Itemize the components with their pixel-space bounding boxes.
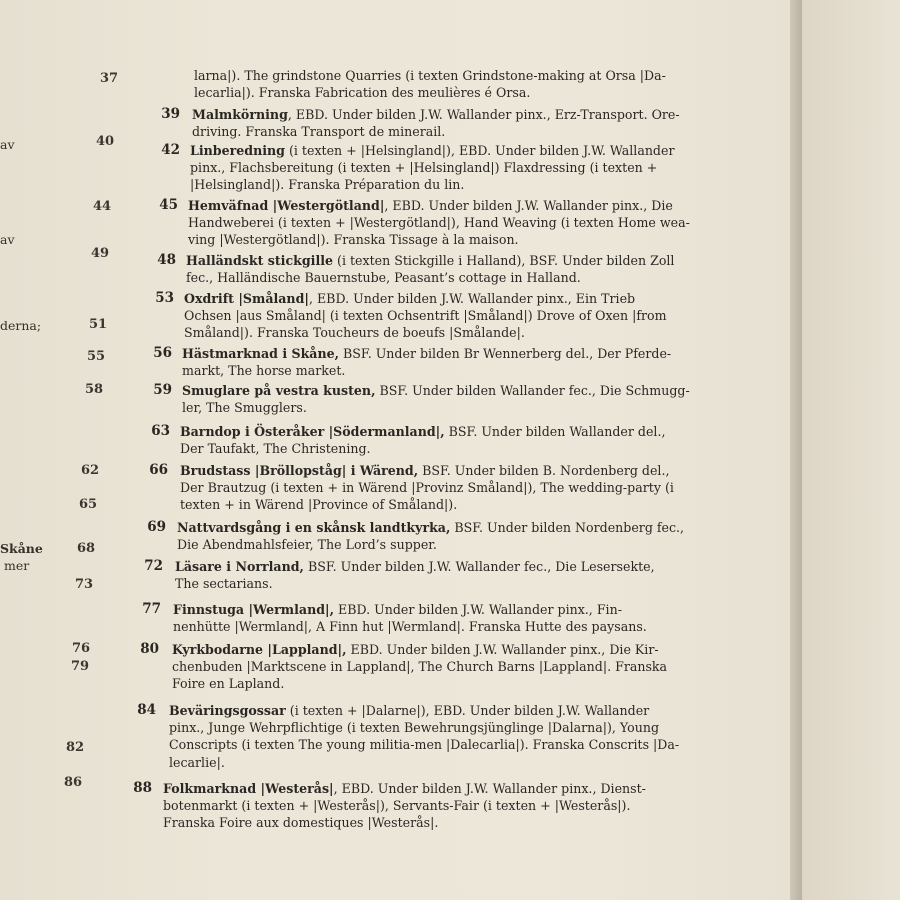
entry-line: lecarlia|). Franska Fabrication des meulières é Orsa. [194, 85, 531, 101]
entry-title: Oxdrift |Småland| [184, 291, 309, 306]
entry-number: 77 [142, 601, 161, 617]
entry-title: Läsare i Norrland, [175, 559, 304, 574]
entry-title: Malmkörning [192, 107, 288, 122]
entry-title: Smuglare på vestra kusten, [182, 383, 376, 398]
entry-line: pinx., Junge Wehrpflichtige (i texten Bewehrungsjünglinge |Dalarna|), Young [169, 720, 660, 736]
list-item [194, 67, 666, 101]
page-number: 68 [77, 541, 96, 556]
entry-line: BSF. Under bilden Wallander fec., Die Schmugg- [375, 383, 690, 398]
entry-line: Foire en Lapland. [172, 676, 285, 692]
entry-line: , EBD. Under bilden J.W. Wallander pinx., Erz-Transport. Ore- [287, 107, 680, 122]
entry-title: Beväringsgossar [169, 703, 286, 718]
entry-line: The sectarians. [175, 576, 273, 592]
page-number: 79 [71, 659, 90, 674]
entry-number: 72 [144, 558, 163, 574]
entry-line: driving. Franska Transport de minerail. [192, 124, 446, 140]
entry-line: , EBD. Under bilden J.W. Wallander pinx., Dienst- [333, 781, 646, 796]
entry-number: 69 [147, 519, 166, 535]
entry-line: Småland|). Franska Toucheurs de boeufs |Smålande|. [184, 325, 525, 341]
list-item [140, 142, 674, 194]
list-item [119, 641, 667, 693]
facing-page [802, 0, 900, 900]
margin-text: av [0, 137, 15, 152]
entry-title: Halländskt stickgille [186, 253, 334, 268]
entry-line: , EBD. Under bilden J.W. Wallander pinx., Die [384, 198, 673, 213]
entry-line: ving |Westergötland|). Franska Tissage à la maison. [188, 232, 519, 248]
list-item [132, 345, 671, 379]
page-number: 40 [96, 134, 115, 149]
entry-line: Die Abendmahlsfeier, The Lord’s supper. [177, 537, 437, 553]
entry-number: 53 [155, 290, 174, 306]
list-item [132, 382, 690, 416]
entry-line: chenbuden |Marktscene in Lappland|, The Church Barns |Lappland|. Franska [172, 659, 668, 675]
list-item [134, 290, 667, 342]
list-item [112, 780, 646, 832]
page-number: 55 [87, 349, 106, 364]
entry-title: Linberedning [190, 143, 285, 158]
entry-line: EBD. Under bilden J.W. Wallander pinx., Fin- [334, 602, 622, 617]
page-number: 86 [64, 775, 83, 790]
entry-line: BSF. Under bilden B. Nordenberg del., [418, 463, 670, 478]
page-number: 65 [79, 497, 98, 512]
entry-line: botenmarkt (i texten + |Westerås|), Servants-Fair (i texten + |Westerås|). [163, 798, 631, 814]
entry-title: Kyrkbodarne |Lappland|, [172, 642, 347, 657]
entry-number: 66 [149, 462, 168, 478]
entry-number: 48 [157, 252, 176, 268]
page-number: 82 [66, 740, 85, 755]
entry-number: 84 [137, 702, 156, 718]
entry-line: (i texten + |Dalarne|), EBD. Under bilden J.W. Wallander [285, 703, 650, 718]
entry-line: (i texten + |Helsingland|), EBD. Under bilden J.W. Wallander [284, 143, 675, 158]
page-edge [790, 0, 802, 900]
entry-line: Conscripts (i texten The young militia-men |Dalecarlia|). Franska Conscrits |Da- [169, 737, 680, 753]
entry-line: Der Taufakt, The Christening. [180, 441, 371, 457]
page-number: 44 [93, 199, 112, 214]
entry-title: Brudstass |Bröllopståg| i Wärend, [180, 463, 419, 478]
entry-line: texten + in Wärend |Province of Småland|). [180, 497, 458, 513]
entry-number: 59 [153, 382, 172, 398]
entry-number: 39 [161, 106, 180, 122]
entry-line: , EBD. Under bilden J.W. Wallander pinx., Ein Trieb [308, 291, 636, 306]
entry-line: ler, The Smugglers. [182, 400, 307, 416]
entry-line: nenhütte |Wermland|, A Finn hut |Wermland|. Franska Hutte des paysans. [173, 619, 647, 635]
list-item [128, 462, 674, 514]
page-number: 73 [75, 577, 94, 592]
entry-line: BSF. Under bilden Wallander del., [444, 424, 666, 439]
entry-line: Ochsen |aus Småland| (i texten Ochsentrift |Småland|) Drove of Oxen |from [184, 308, 667, 324]
entry-line: larna|). The grindstone Quarries (i texten Grindstone-making at Orsa |Da- [194, 68, 666, 83]
entry-line: lecarlie|. [169, 754, 225, 770]
list-item [138, 197, 690, 249]
list-item [126, 519, 684, 553]
entry-number: 88 [133, 780, 152, 796]
page-number: 51 [89, 317, 108, 332]
entry-title: Finnstuga |Wermland|, [173, 602, 334, 617]
entry-line: Franska Foire aux domestiques |Westerås|. [163, 815, 439, 831]
margin-text: av [0, 232, 15, 247]
entry-line: Der Brautzug (i texten + in Wärend |Provinz Småland|), The wedding-party (i [180, 480, 674, 496]
margin-text: Skåne [0, 541, 43, 556]
entry-line: (i texten Stickgille i Halland), BSF. Under bilden Zoll [333, 253, 675, 268]
entry-title: Barndop i Österåker |Södermanland|, [180, 424, 445, 439]
entry-line: |Helsingland|). Franska Préparation du lin. [190, 177, 465, 193]
list-item [140, 106, 680, 140]
list-item [116, 702, 679, 771]
page-number: 58 [85, 382, 104, 397]
list-item [123, 558, 655, 592]
entry-title: Nattvardsgång i en skånsk landtkyrka, [177, 520, 451, 535]
list-item [136, 252, 674, 286]
entry-number: 42 [161, 142, 180, 158]
page-number: 62 [81, 463, 100, 478]
entry-line: markt, The horse market. [182, 363, 346, 379]
page-number: 76 [72, 641, 91, 656]
entry-number: 63 [151, 423, 170, 439]
list-item [121, 601, 647, 635]
entry-number: 56 [153, 345, 172, 361]
page-number: 37 [100, 71, 119, 86]
page-number: 49 [91, 246, 110, 261]
entry-title: Hästmarknad i Skåne, [182, 346, 340, 361]
entry-title: Hemväfnad |Westergötland| [188, 198, 385, 213]
entry-number: 45 [159, 197, 178, 213]
entry-line: Handweberei (i texten + |Westergötland|), Hand Weaving (i texten Home wea- [188, 215, 690, 231]
entry-number: 80 [140, 641, 159, 657]
entry-line: EBD. Under bilden J.W. Wallander pinx., Die Kir- [346, 642, 659, 657]
list-item [130, 423, 665, 457]
entry-line: BSF. Under bilden J.W. Wallander fec., Die Lesersekte, [303, 559, 655, 574]
entry-line: BSF. Under bilden Br Wennerberg del., Der Pferde- [339, 346, 672, 361]
margin-text: mer [4, 558, 30, 573]
margin-text: derna; [0, 318, 42, 333]
entry-title: Folkmarknad |Westerås| [163, 781, 334, 796]
entry-line: pinx., Flachsbereitung (i texten + |Helsingland|) Flaxdressing (i texten + [190, 160, 658, 176]
entry-line: BSF. Under bilden Nordenberg fec., [450, 520, 685, 535]
entry-line: fec., Halländische Bauernstube, Peasant’s cottage in Halland. [186, 270, 581, 286]
